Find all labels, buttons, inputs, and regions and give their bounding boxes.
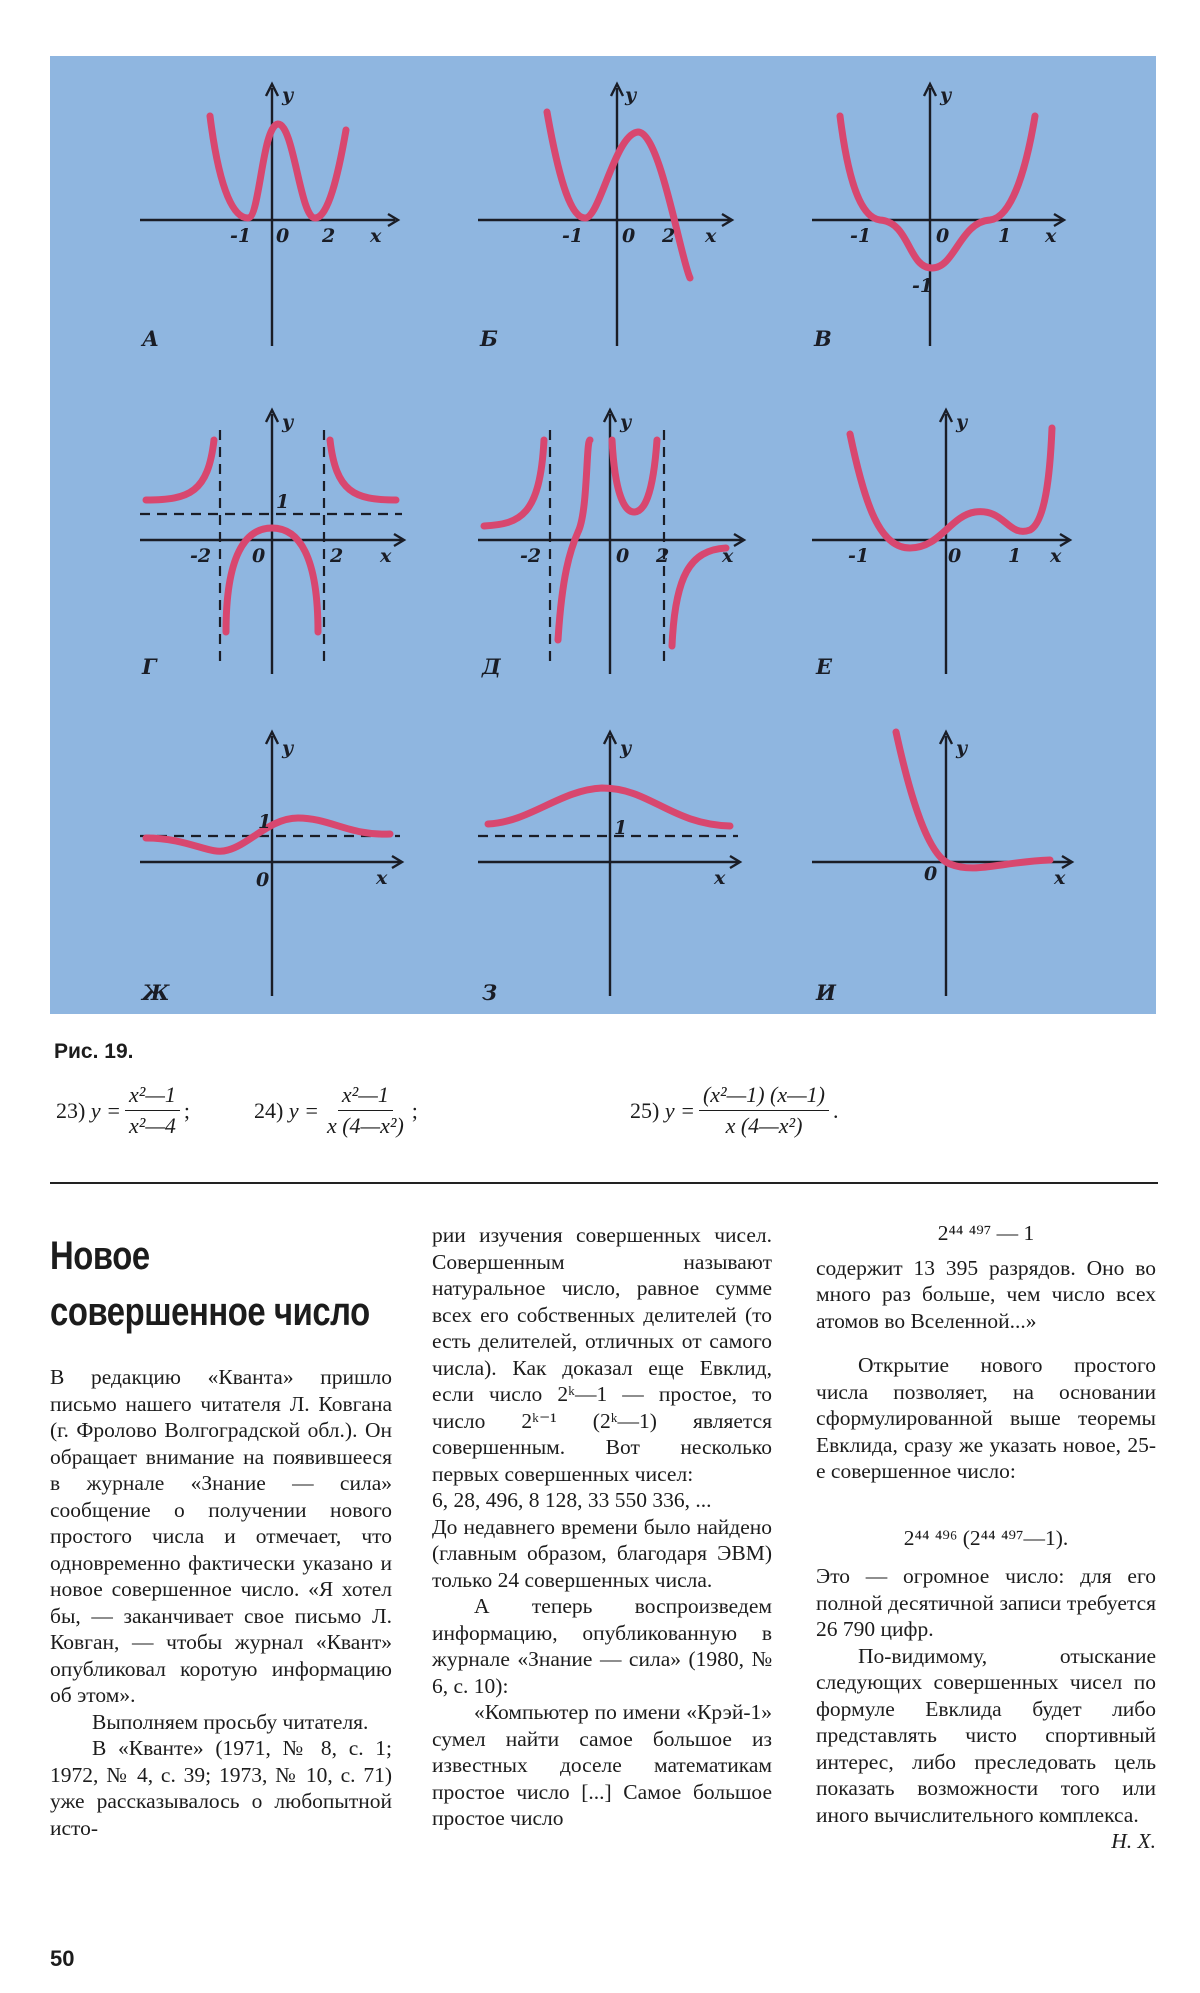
svg-text:2: 2 (330, 545, 344, 567)
svg-text:Е: Е (816, 654, 833, 679)
svg-text:0: 0 (616, 545, 630, 567)
paragraph: А теперь воспроизведем информацию, опубликованную в журнале «Знание — сила» (1980, № 6, с. 10): (432, 1594, 772, 1698)
svg-text:0: 0 (252, 545, 266, 567)
graph-a (140, 84, 398, 351)
svg-text:x: x (376, 867, 388, 889)
svg-text:-1: -1 (850, 225, 872, 247)
graph-g (140, 410, 404, 679)
formula-24: 24) y = $\frac{\text{x²—1}}{\text{x (4—x²)}}$ ; (254, 1082, 418, 1138)
svg-text:x: x (722, 545, 734, 567)
svg-text:А: А (142, 326, 160, 351)
svg-text:y: y (620, 737, 632, 759)
paragraph: По-видимому, отыскание следующих совершенных чисел по формуле Евклида будет либо представлять чисто спортивный интерес, либо преследовать цель показать возможности того или иного вычислительного комплекса. (816, 1643, 1156, 1827)
graph-i (812, 732, 1072, 1005)
figure-panel (50, 56, 1156, 1014)
paragraph: «Компьютер по имени «Крэй-1» сумел найти самое большое из известных доселе математикам простое число [...] Самое большое простое число (432, 1700, 772, 1830)
svg-text:1: 1 (276, 491, 290, 513)
svg-text:2: 2 (656, 545, 670, 567)
svg-text:1: 1 (998, 225, 1012, 247)
paragraph: В редакцию «Кванта» пришло письмо нашего читателя Л. Ковгана (г. Фролово Волгоградской обл.). Он обращает внимание на появившееся в журнале «Знание — сила» сообщение о получении нового простого числа и отмечает, что одновременно фактически указано и новое совершенное число. «Я хотел бы, — заканчивает свое письмо Л. Ковган, — чтобы журнал «Квант» опубликовал коротую информацию об этом». (50, 1365, 392, 1707)
svg-text:x: x (714, 867, 726, 889)
paragraph: Это — огромное число: для его полной десятичной записи требуется 26 790 цифр. (816, 1564, 1156, 1641)
article-title: Новое совершенное число (50, 1234, 370, 1334)
graphs-svg (50, 56, 1156, 1014)
formulas-row (54, 1082, 1154, 1162)
svg-text:2: 2 (322, 225, 336, 247)
svg-text:-1: -1 (848, 545, 870, 567)
formula-prime: 2⁴⁴ ⁴⁹⁷ — 1 (937, 1221, 1035, 1245)
svg-text:y: y (282, 84, 294, 106)
svg-text:y: y (956, 411, 968, 433)
svg-text:y: y (620, 411, 632, 433)
paragraph: В «Кванте» (1971, № 8, с. 1; 1972, № 4, с. 39; 1973, № 10, с. 71) уже рассказывалось о любопытной исто- (50, 1736, 392, 1840)
svg-text:1: 1 (614, 817, 628, 839)
figure-caption: Рис. 19. (54, 1040, 134, 1063)
svg-text:-1: -1 (912, 275, 934, 297)
graph-zh (140, 732, 402, 1005)
svg-text:x: x (1045, 225, 1057, 247)
svg-text:-2: -2 (520, 545, 542, 567)
graph-d (478, 410, 744, 679)
svg-text:В: В (814, 326, 832, 351)
paragraph: рии изучения совершенных чисел. Совершенным называют натуральное число, равное сумме всех его собственных делителей (то есть делителей, отличных от самого числа). Как доказал еще Евклид, если число 2ᵏ—1 — простое, то число 2ᵏ⁻¹ (2ᵏ—1) является совершенным. Вот несколько первых совершенных чисел: (432, 1223, 772, 1486)
paragraph: Открытие нового простого числа позволяет, на основании сформулированной выше теоремы Евклида, сразу же указать новое, 25-е совершенное число: (816, 1353, 1156, 1483)
svg-text:x: x (705, 225, 717, 247)
svg-text:-2: -2 (190, 545, 212, 567)
svg-text:Ж: Ж (142, 980, 170, 1005)
svg-text:y: y (956, 737, 968, 759)
svg-text:y: y (625, 84, 637, 106)
section-divider (50, 1182, 1158, 1184)
svg-text:Д: Д (482, 654, 501, 679)
graph-z (478, 732, 740, 1005)
graph-e (812, 410, 1070, 679)
svg-text:1: 1 (258, 811, 272, 833)
svg-text:y: y (282, 737, 294, 759)
column-1 (50, 1220, 392, 1841)
svg-text:Г: Г (142, 654, 157, 679)
svg-text:y: y (940, 84, 952, 106)
svg-text:0: 0 (936, 225, 950, 247)
formula-25: 25) y = $\frac{\text{(x²—1) (x—1)}}{\text{x (4—x²)}}$ . (630, 1082, 839, 1138)
graph-c (812, 84, 1064, 351)
formula-23: 23) y = $\frac{\text{x²—1}}{\text{x²—4}}$ ; (56, 1082, 190, 1138)
page-number: 50 (50, 1946, 75, 1971)
svg-text:x: x (380, 545, 392, 567)
svg-text:Б: Б (480, 326, 498, 351)
svg-text:0: 0 (256, 869, 270, 891)
svg-text:2: 2 (662, 225, 676, 247)
svg-text:x: x (1054, 867, 1066, 889)
paragraph: Выполняем просьбу читателя. (92, 1709, 369, 1734)
svg-text:y: y (282, 411, 294, 433)
svg-text:0: 0 (622, 225, 636, 247)
graph-b (478, 84, 732, 351)
svg-text:-1: -1 (562, 225, 584, 247)
column-3 (816, 1220, 1156, 1855)
svg-text:-1: -1 (230, 225, 252, 247)
signature: Н. Х. (1111, 1829, 1156, 1853)
paragraph: содержит 13 395 разрядов. Оно во много раз больше, чем число всех атомов во Вселенной...» (816, 1255, 1156, 1333)
svg-text:1: 1 (1008, 545, 1022, 567)
column-2 (432, 1222, 772, 1832)
number-list: 6, 28, 496, 8 128, 33 550 336, ... (432, 1488, 712, 1512)
svg-text:З: З (482, 980, 498, 1005)
svg-text:x: x (1050, 545, 1062, 567)
paragraph: До недавнего времени было найдено (главным образом, благодаря ЭВМ) только 24 совершенных числа. (432, 1514, 772, 1592)
svg-text:0: 0 (276, 225, 290, 247)
svg-text:x: x (370, 225, 382, 247)
svg-text:0: 0 (924, 863, 938, 885)
formula-perfect: 2⁴⁴ ⁴⁹⁶ (2⁴⁴ ⁴⁹⁷—1). (903, 1525, 1069, 1550)
svg-text:0: 0 (948, 545, 962, 567)
svg-text:И: И (816, 980, 836, 1005)
